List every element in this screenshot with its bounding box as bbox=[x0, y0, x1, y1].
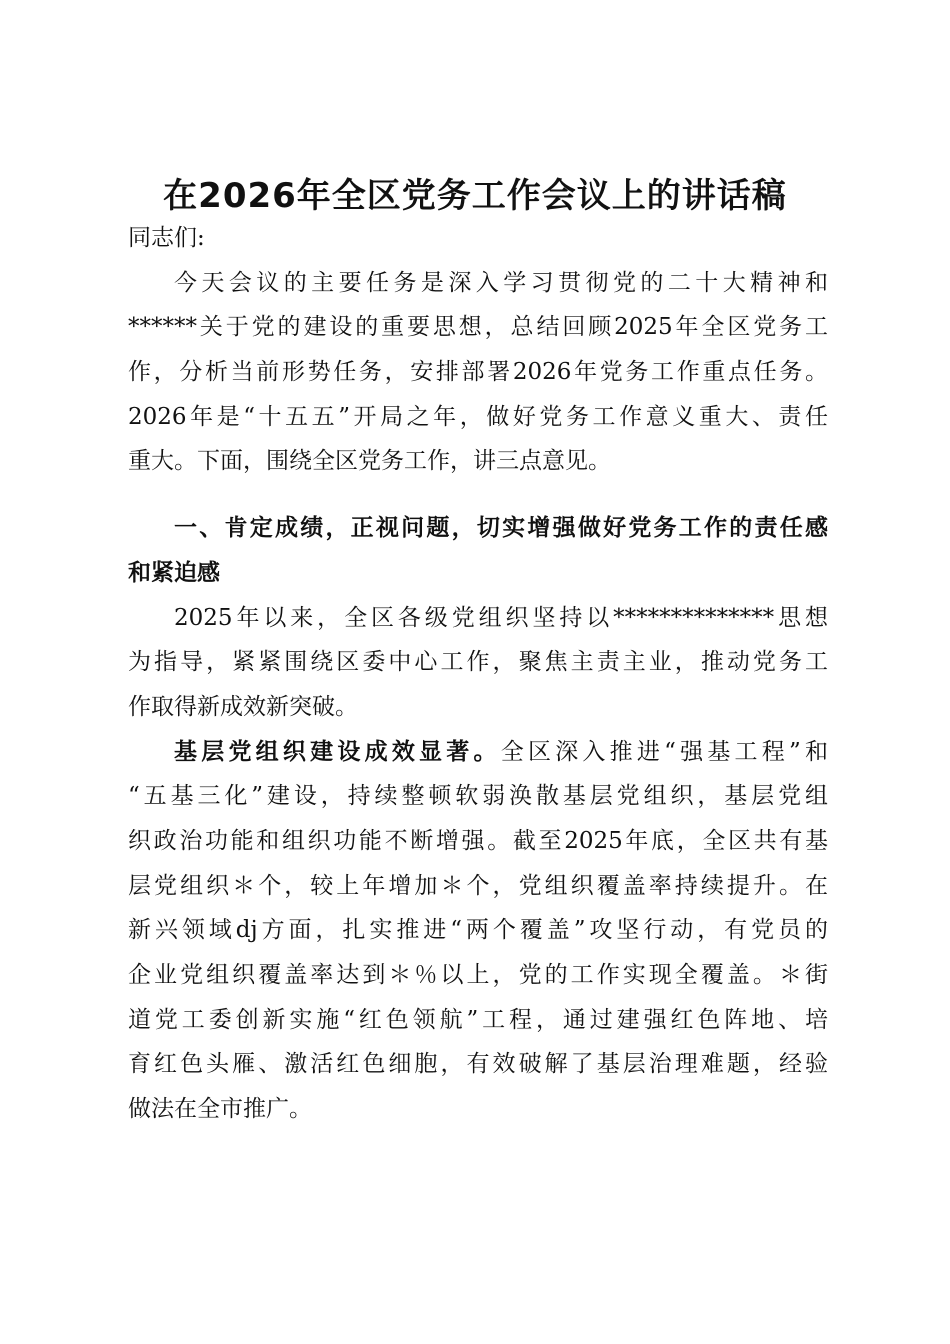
text-line: 织政治功能和组织功能不断增强。截至2025年底，全区共有基 bbox=[128, 827, 828, 854]
paragraph-2 bbox=[128, 730, 828, 1132]
text-line: 今天会议的主要任务是深入学习贯彻党的二十大精神和 bbox=[174, 269, 828, 296]
heading-line: 和紧迫感 bbox=[128, 559, 220, 586]
paragraph-1 bbox=[128, 596, 828, 730]
text-line: 作，分析当前形势任务，安排部署2026年党务工作重点任务。 bbox=[128, 359, 828, 386]
text-line: 做法在全市推广。 bbox=[128, 1096, 312, 1123]
text-line: 层党组织＊个，较上年增加＊个，党组织覆盖率持续提升。在 bbox=[128, 872, 828, 899]
document-body bbox=[128, 216, 828, 1132]
text-line: 重大。下面，围绕全区党务工作，讲三点意见。 bbox=[128, 448, 611, 475]
paragraph-lead: 基层党组织建设成效显著。 bbox=[174, 738, 501, 765]
text-line: 新兴领域dj方面，扎实推进“两个覆盖”攻坚行动，有党员的 bbox=[128, 917, 828, 944]
intro-paragraph bbox=[128, 261, 828, 484]
text-line: 为指导，紧紧围绕区委中心工作，聚焦主责主业，推动党务工 bbox=[128, 649, 828, 676]
text-line: 企业党组织覆盖率达到＊％以上，党的工作实现全覆盖。＊街 bbox=[128, 962, 828, 988]
text-line: “五基三化”建设，持续整顿软弱涣散基层党组织，基层党组 bbox=[128, 783, 828, 810]
text-line: 道党工委创新实施“红色领航”工程，通过建强红色阵地、培 bbox=[128, 1006, 828, 1033]
text-line: 作取得新成效新突破。 bbox=[128, 693, 358, 720]
text-line bbox=[128, 730, 828, 775]
text-line: ******关于党的建设的重要思想，总结回顾2025年全区党务工 bbox=[128, 314, 828, 341]
text-line: 育红色头雁、激活红色细胞，有效破解了基层治理难题，经验 bbox=[128, 1051, 828, 1078]
section-heading-1 bbox=[128, 506, 828, 595]
text-line: 2026年是“十五五”开局之年，做好党务工作意义重大、责任 bbox=[128, 403, 828, 430]
text-line: 2025年以来，全区各级党组织坚持以**************思想 bbox=[174, 604, 828, 631]
salutation: 同志们: bbox=[128, 225, 205, 251]
text-span: 全区深入推进“强基工程”和 bbox=[500, 738, 828, 765]
heading-line: 一、肯定成绩，正视问题，切实增强做好党务工作的责任感 bbox=[174, 515, 828, 542]
document-title: 在2026年全区党务工作会议上的讲话稿 bbox=[163, 176, 787, 216]
